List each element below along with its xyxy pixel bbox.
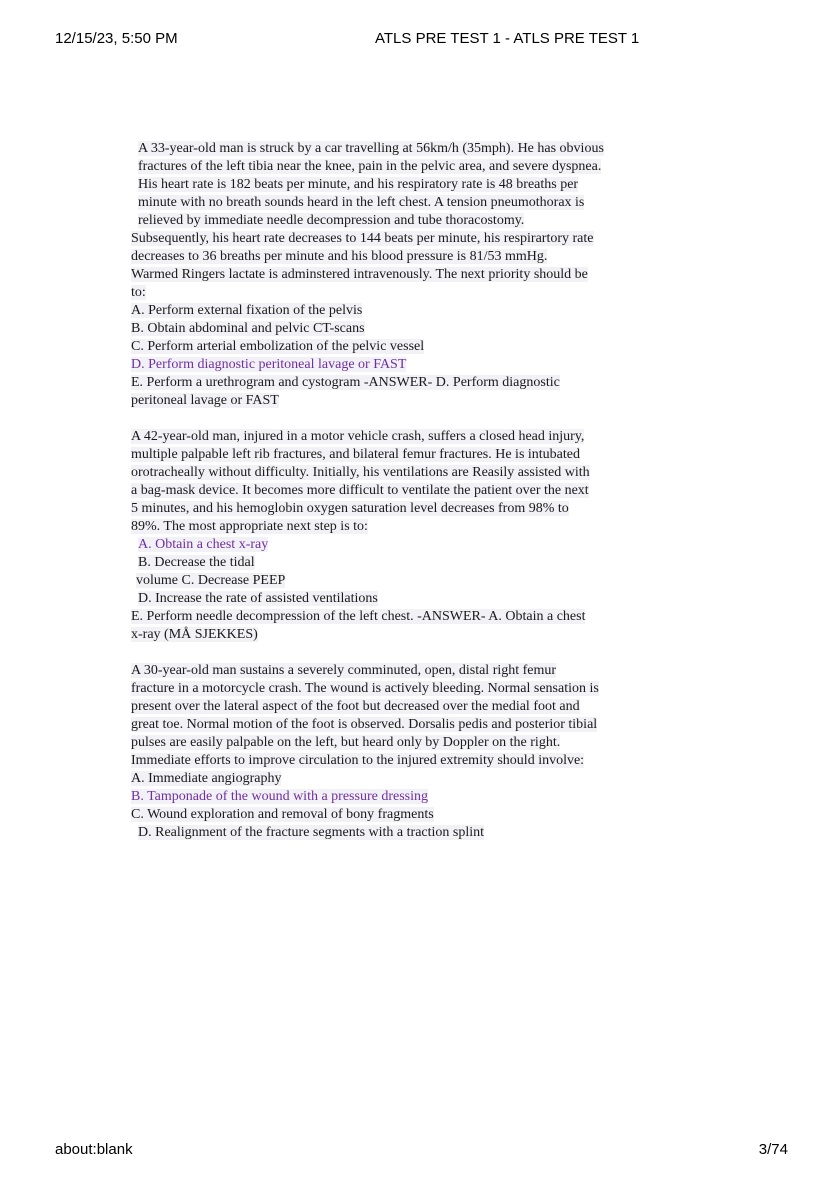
answer-key-line: x-ray (MÅ SJEKKES) — [131, 627, 258, 642]
question-text-line: decreases to 36 breaths per minute and his blood pressure is 81/53 mmHg. — [131, 249, 548, 264]
question-text-line: fractures of the left tibia near the knee, pain in the pelvic area, and severe dyspnea. — [138, 159, 602, 174]
answer-option: volume C. Decrease PEEP — [136, 573, 286, 588]
question-text-line: a bag-mask device. It becomes more difficult to ventilate the patient over the next — [131, 483, 589, 498]
answer-option-correct: B. Tamponade of the wound with a pressure dressing — [131, 789, 428, 804]
question-text-line: A 33-year-old man is struck by a car travelling at 56km/h (35mph). He has obvious — [138, 141, 604, 156]
question-text-line: pulses are easily palpable on the left, but heard only by Doppler on the right. — [131, 735, 561, 750]
question-text-line: 5 minutes, and his hemoglobin oxygen saturation level decreases from 98% to — [131, 501, 569, 516]
document-title: ATLS PRE TEST 1 - ATLS PRE TEST 1 — [375, 30, 640, 47]
question-block — [131, 140, 671, 410]
question-text-line: His heart rate is 182 beats per minute, and his respiratory rate is 48 breaths per — [138, 177, 579, 192]
answer-option: E. Perform a urethrogram and cystogram -ANSWER- D. Perform diagnostic — [131, 375, 560, 390]
question-block — [131, 662, 671, 842]
question-text-line: Immediate efforts to improve circulation to the injured extremity should involve: — [131, 753, 585, 768]
question-text-line: great toe. Normal motion of the foot is observed. Dorsalis pedis and posterior tibial — [131, 717, 598, 732]
answer-option: B. Decrease the tidal — [138, 555, 255, 570]
answer-option: E. Perform needle decompression of the left chest. -ANSWER- A. Obtain a chest — [131, 609, 586, 624]
answer-option-correct: A. Obtain a chest x-ray — [138, 537, 269, 552]
question-text-line: minute with no breath sounds heard in the left chest. A tension pneumothorax is — [138, 195, 585, 210]
answer-option: D. Increase the rate of assisted ventilations — [138, 591, 378, 606]
question-text-line: A 42-year-old man, injured in a motor vehicle crash, suffers a closed head injury, — [131, 429, 585, 444]
question-text-line: present over the lateral aspect of the foot but decreased over the medial foot and — [131, 699, 580, 714]
question-text-line: A 30-year-old man sustains a severely comminuted, open, distal right femur — [131, 663, 557, 678]
question-text-line: multiple palpable left rib fractures, and bilateral femur fractures. He is intubated — [131, 447, 580, 462]
question-text-line: Warmed Ringers lactate is adminstered intravenously. The next priority should be — [131, 267, 588, 282]
answer-option: A. Perform external fixation of the pelvis — [131, 303, 363, 318]
answer-option: C. Wound exploration and removal of bony fragments — [131, 807, 434, 822]
answer-option: B. Obtain abdominal and pelvic CT-scans — [131, 321, 365, 336]
print-datetime: 12/15/23, 5:50 PM — [55, 30, 178, 47]
question-separator — [131, 410, 671, 428]
page-number: 3/74 — [758, 1141, 788, 1158]
question-text-line: Subsequently, his heart rate decreases to 144 beats per minute, his respirartory rate — [131, 231, 594, 246]
question-text-line: relieved by immediate needle decompression and tube thoracostomy. — [138, 213, 525, 228]
page-url: about:blank — [55, 1141, 133, 1158]
document-body — [131, 140, 671, 842]
answer-key-line: peritoneal lavage or FAST — [131, 393, 279, 408]
question-block — [131, 428, 671, 644]
question-text-line: orotracheally without difficulty. Initially, his ventilations are Reasily assisted with — [131, 465, 590, 480]
answer-option-correct: D. Perform diagnostic peritoneal lavage or FAST — [131, 357, 407, 372]
question-text-line: 89%. The most appropriate next step is to: — [131, 519, 368, 534]
question-text-line: fracture in a motorcycle crash. The wound is actively bleeding. Normal sensation is — [131, 681, 599, 696]
answer-option: A. Immediate angiography — [131, 771, 282, 786]
answer-option: C. Perform arterial embolization of the pelvic vessel — [131, 339, 425, 354]
question-text-line: to: — [131, 285, 146, 300]
answer-option: D. Realignment of the fracture segments with a traction splint — [138, 825, 485, 840]
question-separator — [131, 644, 671, 662]
